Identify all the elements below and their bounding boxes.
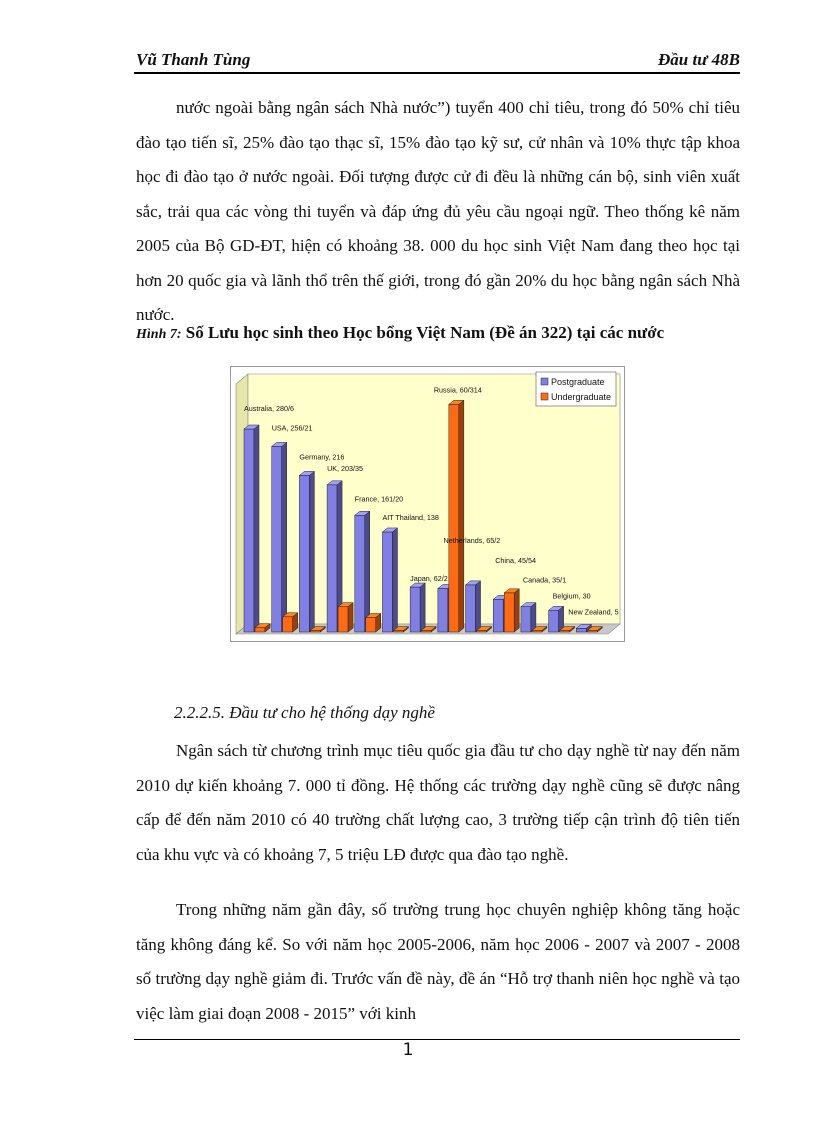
bar-postgraduate-5 bbox=[382, 528, 397, 632]
figure-caption bbox=[136, 323, 740, 343]
page-header bbox=[134, 48, 740, 74]
data-label-6: Japan, 62/2 bbox=[410, 574, 448, 584]
bar-chart bbox=[230, 366, 625, 642]
page-number: 1 bbox=[402, 1040, 414, 1060]
data-label-2: Germany, 216 bbox=[299, 452, 345, 462]
bar-postgraduate-0 bbox=[244, 425, 259, 632]
header-author: Vũ Thanh Tùng bbox=[136, 50, 251, 69]
bar-undergraduate-4 bbox=[366, 614, 381, 633]
data-label-1: USA, 256/21 bbox=[271, 423, 313, 433]
section-title: 2.2.2.5. Đầu tư cho hệ thống dạy nghề bbox=[174, 703, 435, 722]
bar-postgraduate-11 bbox=[549, 606, 564, 632]
figure-title: Số Lưu học sinh theo Học bổng Việt Nam (Đề án 322) tại các nước bbox=[185, 323, 665, 342]
bar-undergraduate-9 bbox=[504, 589, 519, 632]
data-label-8: Netherlands, 65/2 bbox=[443, 535, 501, 545]
data-label-9: China, 45/54 bbox=[495, 555, 536, 565]
data-label-7: Russia, 60/314 bbox=[433, 385, 482, 395]
bar-postgraduate-1 bbox=[272, 442, 287, 632]
data-label-3: UK, 203/35 bbox=[327, 463, 364, 473]
bar-postgraduate-2 bbox=[299, 471, 314, 632]
figure-label: Hình 7: bbox=[136, 327, 182, 342]
legend-label-1: Undergraduate bbox=[551, 392, 612, 402]
bar-postgraduate-8 bbox=[466, 581, 481, 632]
bar-undergraduate-7 bbox=[449, 400, 464, 632]
paragraph-1: nước ngoài bằng ngân sách Nhà nước”) tuyển 400 chỉ tiêu, trong đó 50% chỉ tiêu đào tạo tiến sĩ, 25% đào tạo thạc sĩ, 15% đào tạo kỹ sư, cử nhân và 10% thực tập khoa học đi đào tạo ở nước ngoài. Đối tượng được cử đi đều là những cán bộ, sinh viên xuất sắc, trải qua các vòng thi tuyển và đáp ứng đủ yêu cầu ngoại ngữ. Theo thống kê năm 2005 của Bộ GD-ĐT, hiện có khoảng 38. 000 du học sinh Việt Nam đang theo học tại hơn 20 quốc gia và lãnh thổ trên thế giới, trong đó gần 20% du học bằng ngân sách Nhà nước. bbox=[136, 98, 740, 324]
paragraph-2: Ngân sách từ chương trình mục tiêu quốc gia đầu tư cho dạy nghề từ nay đến năm 2010 dự kiến khoảng 7. 000 tỉ đồng. Hệ thống các trường dạy nghề cũng sẽ được nâng cấp để đến năm 2010 có 40 trường chất lượng cao, 3 trường tiếp cận trình độ tiên tiến của khu vực và có khoảng 7, 5 triệu LĐ được qua đào tạo nghề. bbox=[136, 741, 740, 864]
data-label-5: AIT Thailand, 138 bbox=[382, 512, 439, 522]
legend-label-0: Postgraduate bbox=[551, 377, 605, 387]
data-label-4: France, 161/20 bbox=[354, 494, 404, 504]
bar-postgraduate-6 bbox=[410, 583, 425, 632]
header-rule bbox=[134, 72, 740, 74]
paragraph-3: Trong những năm gần đây, số trường trung học chuyên nghiệp không tăng hoặc tăng không đáng kể. So với năm học 2005-2006, năm học 2006 - 2007 và 2007 - 2008 số trường dạy nghề giảm đi. Trước vấn đề này, đề án “Hỗ trợ thanh niên học nghề và tạo việc làm giai đoạn 2008 - 2015” với kinh bbox=[136, 900, 740, 1023]
data-label-11: Belgium, 30 bbox=[552, 591, 591, 601]
bar-undergraduate-3 bbox=[338, 603, 353, 632]
legend-swatch-0 bbox=[541, 378, 548, 385]
bar-postgraduate-10 bbox=[521, 603, 536, 632]
legend-swatch-1 bbox=[541, 393, 548, 400]
data-label-10: Canada, 35/1 bbox=[522, 575, 567, 585]
data-label-12: New Zealand, 5 bbox=[568, 607, 619, 617]
bar-undergraduate-1 bbox=[283, 613, 298, 632]
bar-postgraduate-4 bbox=[355, 511, 370, 632]
data-label-0: Australia, 280/6 bbox=[244, 404, 294, 413]
header-course: Đầu tư 48B bbox=[658, 50, 740, 69]
